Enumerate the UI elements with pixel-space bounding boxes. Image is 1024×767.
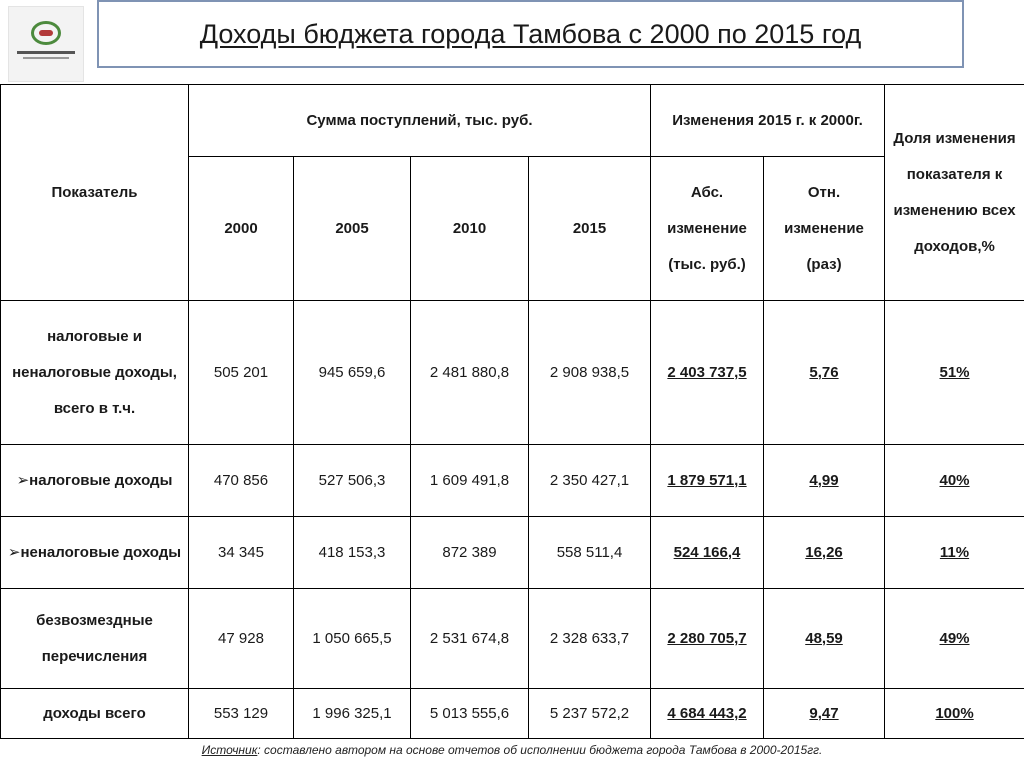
cell-share: 100%: [885, 689, 1024, 739]
cell-abs: 4 684 443,2: [651, 689, 764, 739]
cell-share: 40%: [885, 445, 1024, 517]
cell-value: 2 908 938,5: [529, 301, 651, 445]
page-title: Доходы бюджета города Тамбова с 2000 по 2015 год: [199, 18, 862, 49]
header-abs-change: Абс. изменение (тыс. руб.): [651, 157, 764, 301]
table-row: [1, 589, 1024, 689]
cell-value: 2 481 880,8: [411, 301, 529, 445]
row-label: ➢неналоговые доходы: [1, 517, 189, 589]
cell-value: 5 013 555,6: [411, 689, 529, 739]
cell-value: 2 350 427,1: [529, 445, 651, 517]
cell-value: 1 609 491,8: [411, 445, 529, 517]
cell-value: 418 153,3: [294, 517, 411, 589]
cell-abs: 524 166,4: [651, 517, 764, 589]
cell-value: 527 506,3: [294, 445, 411, 517]
header-sum-group: Сумма поступлений, тыс. руб.: [189, 85, 651, 157]
cell-value: 2 531 674,8: [411, 589, 529, 689]
cell-share: 49%: [885, 589, 1024, 689]
header-rel-change: Отн. изменение (раз): [764, 157, 885, 301]
table-row: [1, 689, 1024, 739]
row-label: ➢налоговые доходы: [1, 445, 189, 517]
cell-value: 872 389: [411, 517, 529, 589]
cell-value: 505 201: [189, 301, 294, 445]
cell-value: 5 237 572,2: [529, 689, 651, 739]
city-emblem-icon: [31, 21, 61, 45]
header-change-group: Изменения 2015 г. к 2000г.: [651, 85, 885, 157]
cell-value: 2 328 633,7: [529, 589, 651, 689]
title-box: [97, 0, 964, 68]
cell-rel: 9,47: [764, 689, 885, 739]
table-row: [1, 301, 1024, 445]
header-indicator: Показатель: [1, 85, 189, 301]
cell-rel: 5,76: [764, 301, 885, 445]
header-share: Доля изменения показателя к изменению всех доходов,%: [885, 85, 1024, 301]
cell-abs: 2 280 705,7: [651, 589, 764, 689]
cell-value: 47 928: [189, 589, 294, 689]
cell-value: 553 129: [189, 689, 294, 739]
cell-rel: 4,99: [764, 445, 885, 517]
row-label: доходы всего: [1, 689, 189, 739]
cell-abs: 2 403 737,5: [651, 301, 764, 445]
row-label: безвозмездные перечисления: [1, 589, 189, 689]
header-year: 2010: [411, 157, 529, 301]
header-year: 2000: [189, 157, 294, 301]
cell-share: 51%: [885, 301, 1024, 445]
table-row: [1, 517, 1024, 589]
cell-share: 11%: [885, 517, 1024, 589]
header-year: 2005: [294, 157, 411, 301]
row-label: налоговые и неналоговые доходы, всего в т.ч.: [1, 301, 189, 445]
cell-value: 470 856: [189, 445, 294, 517]
cell-rel: 48,59: [764, 589, 885, 689]
source-note: [0, 743, 1024, 757]
header-row-1: [1, 85, 1024, 157]
cell-value: 558 511,4: [529, 517, 651, 589]
cell-value: 1 050 665,5: [294, 589, 411, 689]
logo: [8, 6, 84, 82]
source-key: Источник: [201, 743, 258, 757]
cell-value: 945 659,6: [294, 301, 411, 445]
budget-table: [0, 84, 1024, 739]
header-year: 2015: [529, 157, 651, 301]
table-row: [1, 445, 1024, 517]
cell-abs: 1 879 571,1: [651, 445, 764, 517]
cell-value: 1 996 325,1: [294, 689, 411, 739]
cell-rel: 16,26: [764, 517, 885, 589]
source-text: : составлено автором на основе отчетов об исполнении бюджета города Тамбова в 2000-2015гг.: [257, 743, 823, 757]
cell-value: 34 345: [189, 517, 294, 589]
